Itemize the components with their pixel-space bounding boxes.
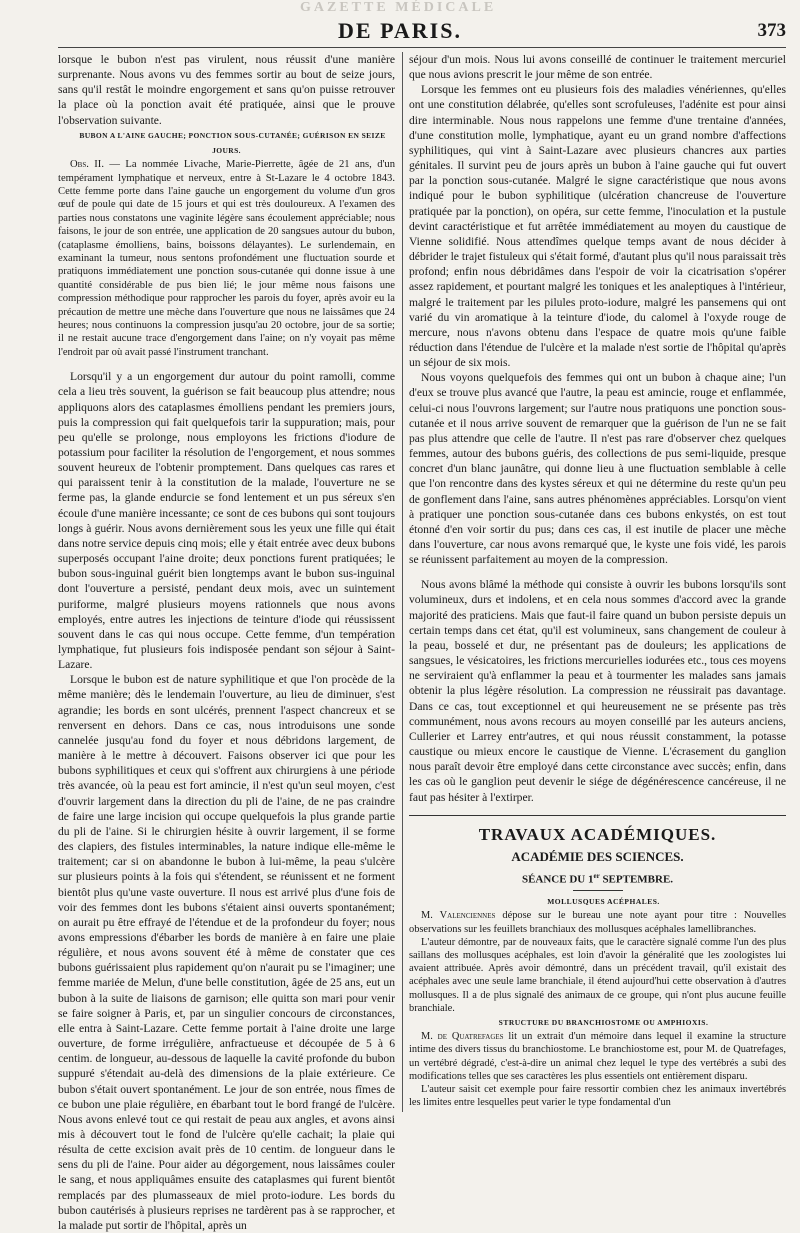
report-text: lit un extrait d'un mémoire dans lequel il examine la structure intime des divers tissus du branchiostome. Le branchiostome est, pour M. de Quatrefages, un vertébré dégradé, c'est-à-dire un animal chez lequel le type des vertébrés a subi des modifications telles que ses caractères les plus essentiels ont entièrement disparu. — [409, 1031, 787, 1082]
observation-heading: BUBON A L'AINE GAUCHE; PONCTION SOUS-CUTANÉE; GUÉRISON EN SEIZE JOURS. — [79, 130, 386, 155]
mini-rule — [573, 890, 623, 891]
seance-pre: SÉANCE DU 1 — [521, 873, 594, 886]
author-name: M. Valenciennes — [421, 910, 496, 922]
observation-label: Obs. II. — [70, 159, 104, 171]
paragraph: Nous avons blâmé la méthode qui consiste à ouvrir les bubons lorsqu'ils sont volumineux, durs et indolens, et en cela nous sommes d'accord avec la grande majorité des praticiens. Mais que faut-il faire quand un bubon persiste depuis un certain temps dans cet état, qu'il est volumineux, sans changement de couleur à la peau, bosselé et dur, ne présentant pas de douleurs; les applications de sangsues, le vésicatoires, les frictions mercurielles iodurées etc., tous ces moyens ne serviraient qu'à enflammer la peau et à tourmenter les malades sans jamais obtenir la plus légère résolution. La compression ne réussirait pas davantage. Dans ce cas, tout exceptionnel et qui heureusement ne se présente pas très communément, nous avons recours au moyen conseillé par les auteurs anciens, Cullerier et Larrey entr'autres, et qui nous réussit constamment, la potasse caustique ou mieux encore le caustique de Vienne. L'écrasement du ganglion nous paraît devoir être employé dans cette circonstance avec succès; enfin, dans les cas où le ganglion peut devenir le siége de dégénérescence cancéreuse, il ne faut pas hésiter à l'extirper. — [409, 578, 786, 804]
subheading: STRUCTURE DU BRANCHIOSTOME OU AMPHIOXIS. — [498, 1018, 709, 1028]
bleed-through-text: GAZETTE MÉDICALE — [300, 0, 497, 15]
right-column — [409, 52, 786, 1115]
spacer — [58, 359, 395, 369]
report-paragraph: L'auteur démontre, par de nouveaux faits, que le caractère signalé comme l'un des plus saillans des mollusques acéphales, est loin d'avoir la généralité que les zoologistes lui avaient attribuée. Après avoir démontré, dans un précédent travail, qu'il existait des acéphales avec une seule lame branchiale, il étend aujourd'hui cette observation à d'autres mollusques. Il a de plus signalé des animaux de ce groupe, qui n'ont plus aucune feuille branchiale. — [409, 936, 786, 1014]
spacer — [409, 567, 786, 577]
observation-paragraph — [58, 158, 395, 359]
left-column — [58, 52, 395, 1232]
section-title: TRAVAUX ACADÉMIQUES. — [478, 824, 717, 844]
subheading: MOLLUSQUES ACÉPHALES. — [547, 897, 660, 907]
paragraph: Lorsque les femmes ont eu plusieurs fois des maladies vénériennes, qu'elles ont une constitution délabrée, qu'elles sont scrofuleuses, l'adénite est pour ainsi dire interminable. Nous nous rappelons une femme d'une trentaine d'années, d'une constitution molle, lymphatique, ayant eu un grand nombre d'affections syphilitiques, qui vint à Saint-Lazare avec plusieurs chancres aux parties génitales. Il survint peu de jours après un bubon à l'aine gauche qui fut ouvert par la ponction sous-cutanée. Malgré le signe caractéristique que nous avons indiqué pour le bubon syphilitique (ulcération chancreuse de l'ouverture pratiquée par la ponction), on opéra, sur cette femme, l'inoculation et la pustule devint caractéristique et fut arrêtée immédiatement au moyen du caustique de Vienne solidifié. Nous attendîmes quelque temps avant de nous décider à débrider le trajet fistuleux qui s'était formé, d'autant plus qu'il nous paraissait très profond; enfin nous débridâmes dans l'espoir de voir la cicatrisation s'opérer assez rapidement, et pourtant malgré les toniques et les analeptiques à l'intérieur, malgré le traitement par les pilules proto-iodure, malgré les pansemens qui ont varié du vin aromatique à la teinture d'iode, du calomel à l'oxyde rouge de mercure, nous n'avons obtenu dans l'espace de quatre mois qu'une faible réduction dans l'étendue de l'ulcère et la malade n'est sortie de l'hôpital qu'après un séjour de six mois. — [409, 83, 786, 370]
page-number: 373 — [757, 20, 786, 41]
page-title: DE PARIS. — [338, 18, 462, 43]
paragraph: Lorsque le bubon est de nature syphilitique et que l'on procède de la même manière; dès le lendemain l'ouverture, au lieu de diminuer, s'est agrandie; les bords en sont ulcérés, prennent l'aspect chancreux et se renversent en dehors. Dans ce cas, nous introduisons une sonde cannelée jusqu'au fond du foyer et nous débridons largement, de manière à le mettre à découvert. Faisons observer ici que pour les bubons syphilitiques et ceux qui s'offrent aux chirurgiens à une période très avancée, où la peau est fort amincie, il n'est qu'un seul moyen, c'est d'ouvrir largement dans la direction du pli de l'aine, de ne pas craindre de faire une large incision qui occupe quelquefois la plus grande partie du pli de l'aine. Si le chirurgien hésite à ouvrir largement, il se forme des clapiers, des fistules interminables, la nature indique elle-même le traitement; car si on abandonne le bubon à lui-même, la peau s'ulcère sur plusieurs points à la fois qui s'étendent, se réunissent et ne forment bientôt plus qu'une vaste ouverture. Il nous est arrivé plus d'une fois de voir des femmes dont les bubons s'étaient ainsi ouverts spontanément; on aurait pu être effrayé de l'étendue et de la profondeur du foyer; nous avons empressions d'ébarber les bords de manière à en faire une plaie régulière, et nous avons souvent été à même de constater que ces bubons guérissaient plus rapidement qu'on n'aurait pu se l'imaginer; une femme mariée de Melun, d'une belle constitution, âgée de 25 ans, eut un bubon à la suite de liaisons de garnison; elle quitta son mari pour venir se faire soigner à Paris, et, par un singulier concours de circonstances, elle entra à Saint-Lazare. Cette femme portait à l'aine droite une large ouverture, de forme irrégulière, anfractueuse et découpée de 5 à 6 centim. de longueur, au-dessous de laquelle la cavité profonde du bubon suppuré s'étendait au-delà des dimensions de la plaie extérieure. Ce bubon s'était ouvert spontanément. Le jour de son entrée, nous fîmes de ce bubon une plaie régulière, en ébarbant tout le bord frangé de l'ulcère. Nous avons enlevé tout ce qui restait de peau aux angles, et avons ainsi mis à découvert tout le fond de l'ulcère qu'elle cachait; la plaie qui résulta de cette excision avait près de 10 centim. de longueur dans le sens du pli de l'aine. Pour aider au dégorgement, nous laissâmes couler le sang, et nous appliquâmes ensuite des cataplasmes qui furent bientôt remplacés par des plumasseaux de miel proto-iodure. Les bords du bubon cautérisés à plusieurs reprises ne tardèrent pas à se rapprocher, et la malade put sortir de l'hôpital, après un — [58, 673, 395, 1232]
seance-sup: er — [593, 871, 600, 880]
paragraph: séjour d'un mois. Nous lui avons conseillé de continuer le traitement mercuriel que nous avions prescrit le jour même de son entrée. — [409, 53, 786, 82]
paragraph: lorsque le bubon n'est pas virulent, nous réussit d'une manière surprenante. Nous avons vu des femmes sortir au bout de seize jours, sans qu'il restât le moindre engorgement et sans qu'on puisse retrouver la place où la ponction avait été pratiquée, ainsi que le prouve l'observation suivante. — [58, 53, 395, 127]
paragraph: Nous voyons quelquefois des femmes qui ont un bubon à chaque aine; l'un d'eux se trouve plus avancé que l'autre, la peau est amincie, rouge et enflammée, celui-ci nous l'ouvrons largement; sur l'autre nous pratiquons une ponction sous-cutanée et il nous arrive souvent de remarquer que la guérison de l'un ne se fait pas plus attendre que celle de l'autre. Il n'est pas rare d'observer chez quelques femmes, autour des bubons guéris, des collections de pus semi-liquide, presque concret d'un blanc jaunâtre, qui donne lieu à une fluctuation semblable à celle que l'on rencontre dans des kystes séreux et qui ne détermine du reste qu'un peu de gonflement dans l'aine, sans autres phénomènes appréciables. Lorsqu'on vient à pratiquer une ponction sous-cutanée dans ces bubons enkystés, on est tout étonné d'en voir sortir du pus; dans ces cas, il est inutile de placer une mèche dans l'ouverture, car nous avons remarqué que, le kyste une fois vidé, les parois se réunissent parfaitement au moyen de la compression. — [409, 371, 786, 567]
report-paragraph — [409, 909, 786, 935]
section-rule — [409, 815, 786, 816]
paragraph: Lorsqu'il y a un engorgement dur autour du point ramolli, comme cela a lieu très souvent, la guérison se fait beaucoup plus attendre; nous appliquons alors des cataplasmes émolliens pendant les premiers jours, puis la compression qui fait quelquefois tarir la suppuration; mais, pour peu qu'elle se prolonge, nous employons les frictions d'iodure de potassium pour faciliter la résolution de l'engorgement, et nous sommes souvent heureux de l'obtenir promptement. Dans quelques cas rares et qui paraissent tenir à la constitution de la malade, l'ouverture ne se ferme pas, la glande endurcie se fond lentement et un pus séreux s'en écoule d'une manière incessante; ce sont de ces bubons qui sont toujours longs à guérir. Nous avons dernièrement sous les yeux une fille qui était dans notre service depuis cinq mois; elle y était entrée avec deux bubons superposés occupant l'aine droite; deux ponctions furent pratiquées; le bubon sous-inguinal guérit bien longtemps avant le bubon sus-inguinal dont l'ouverture a persisté, pendant deux mois, avec un suintement puriforme, malgré plusieurs moyens rationnels que nous avons employés, entre autres les injections de teinture d'iode qui réussissent souvent dans le cas qui nous occupe. Cette femme, d'un températion lymphatique, fut plusieurs fois indisposée pendant son séjour à Saint-Lazare. — [58, 370, 395, 672]
report-text: dépose sur le bureau une note ayant pour titre : Nouvelles observations sur les feuillets branchiaux des mollusques acéphales lamellibranches. — [409, 910, 787, 935]
seance-heading — [409, 869, 786, 888]
observation-text: — La nommée Livache, Marie-Pierrette, âgée de 21 ans, d'un tempérament lymphatique et nerveux, entre à St-Lazare le 4 octobre 1843. Cette femme porte dans l'aine gauche un engorgement du volume d'un gros œuf de poule qui date de 15 jours et qui est très douloureux. A l'examen des parties nous constatons une vaginite légère sans écoulement appréciable; nous faisons, le jour de son entrée, une application de 20 sangsues autour du bubon, (cataplasme émolliens, bains, boissons délayantes). Le surlendemain, en examinant la tumeur, nous sentons profondément une fluctuation sourde et pratiquons immédiatement une ponction sous-cutanée qui donne issue à une quantité considérable de pus bien lié; le jour même nous faisons une compression méthodique pour rapprocher les parois du foyer, après avoir eu la précaution de mettre une mèche dans l'ouverture que nous ne laissâmes que 24 heures; nous continuons la compression jusqu'au 20 octobre, jour de sa sortie; il ne restait aucune trace d'engorgement dans l'aine; on n'y voyait pas même l'endroit par où avait passé l'instrument tranchant. — [58, 159, 395, 358]
header-rule — [58, 47, 786, 48]
seance-post: SEPTEMBRE. — [599, 873, 674, 886]
report-paragraph — [409, 1030, 786, 1083]
academy-heading: ACADÉMIE DES SCIENCES. — [511, 848, 684, 864]
column-divider — [402, 52, 403, 1112]
report-paragraph: L'auteur saisit cet exemple pour faire ressortir combien chez les animaux invertébrés les limites entre lesquelles peut varier le type fondamental d'un — [409, 1084, 786, 1109]
author-name: M. de Quatrefages — [421, 1031, 504, 1043]
